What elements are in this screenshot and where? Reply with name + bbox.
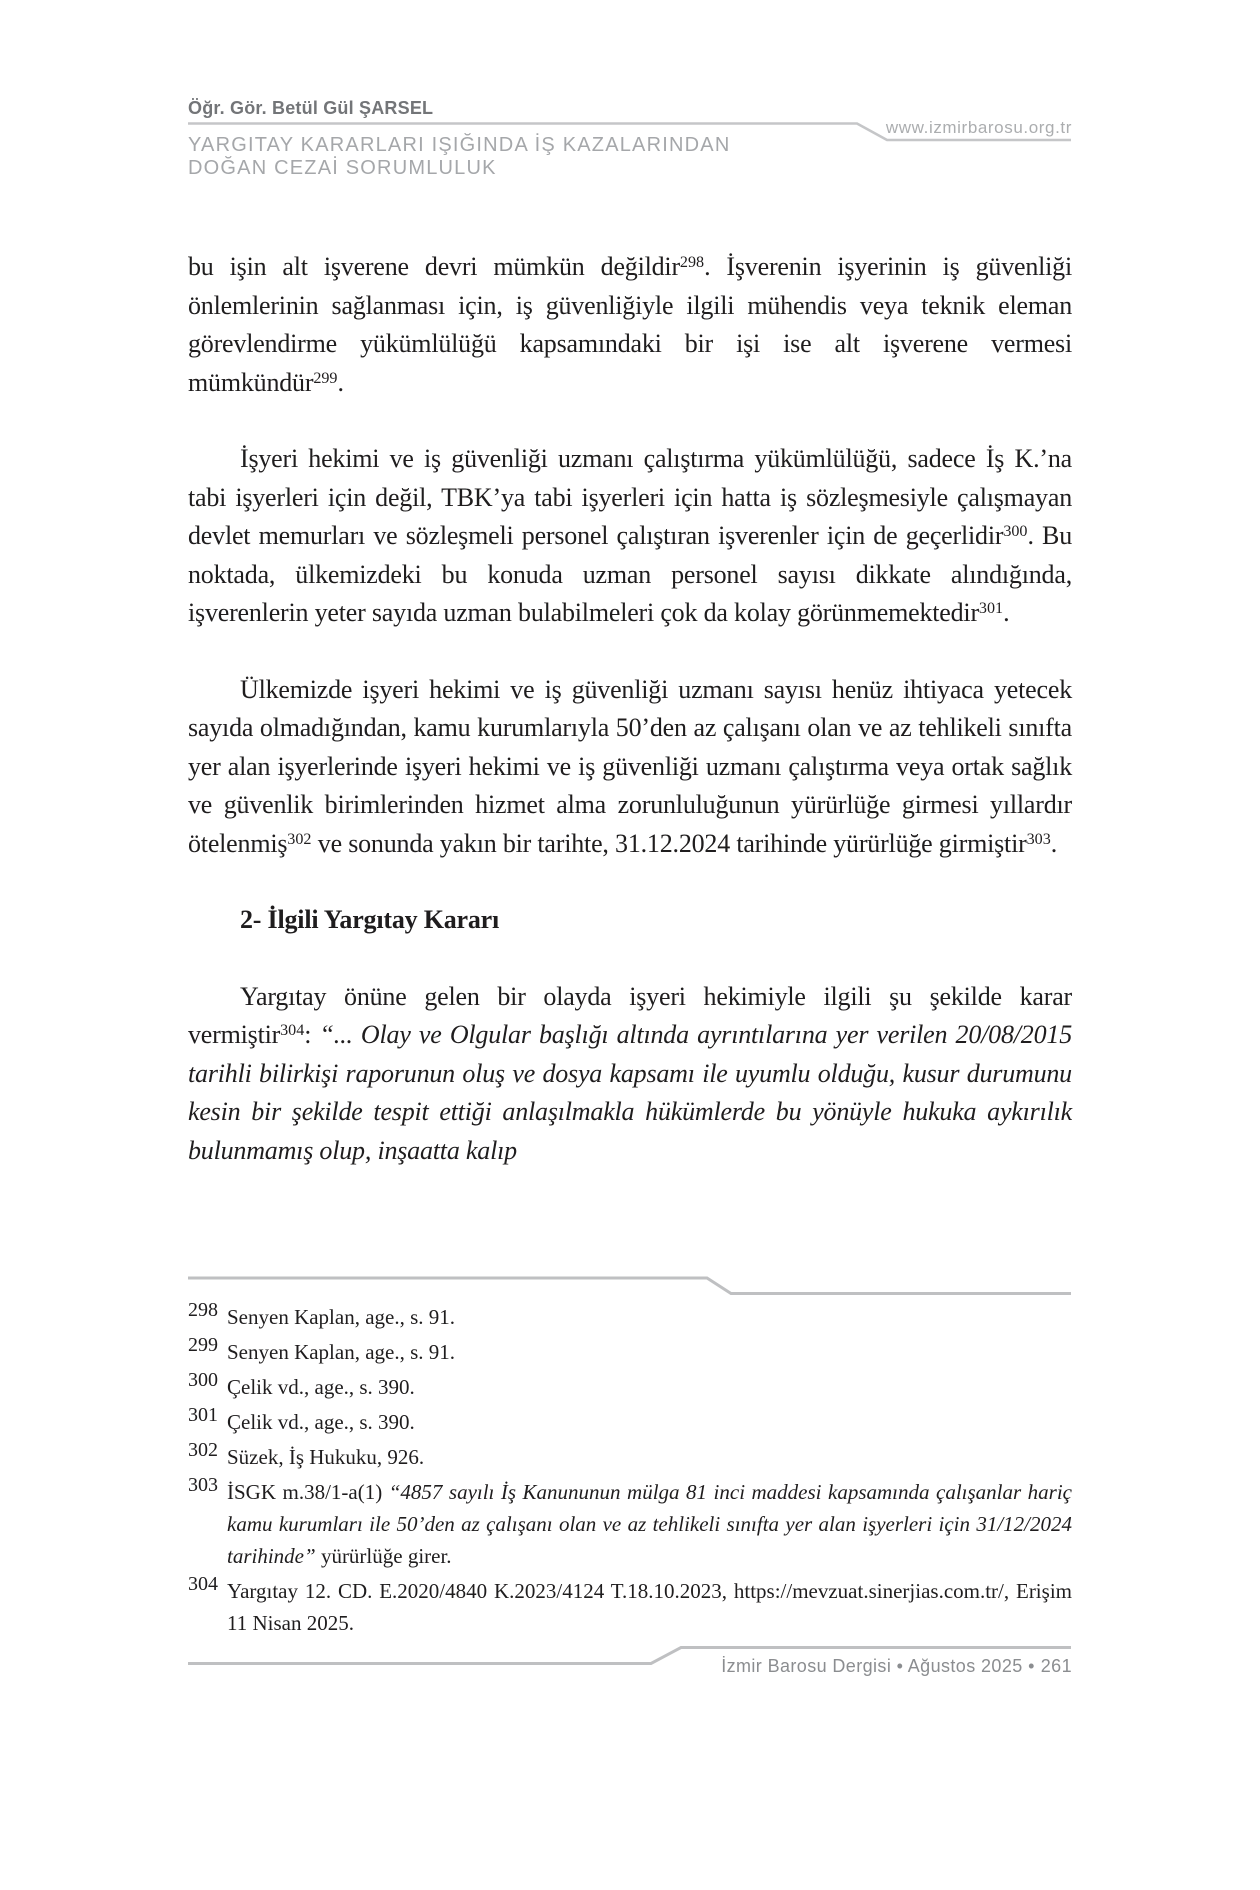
footnote-text (227, 1445, 424, 1469)
footnote-item (188, 1476, 1072, 1572)
footer-issue: Ağustos 2025 (907, 1656, 1023, 1676)
text-segment: Yargıtay önüne gelen bir olayda işyeri hekimiyle ilgili şu şekilde karar vermiştir (188, 981, 1072, 1049)
header-website: www.izmirbarosu.org.tr (885, 118, 1072, 137)
text-segment: “... Olay ve Olgular başlığı altında ayrıntılarına yer verilen 20/08/2015 tarihli bilirkişi raporunun oluş ve dosya kapsamı ile uyumlu olduğu, kusur durumunu kesin bir şekilde tespit ettiği anlaşılmakla hükümlerde bu yönüyle hukuka aykırılık bulunmamış olup, inşaatta kalıp (188, 1020, 1072, 1165)
footnote-number: 304 (188, 1573, 218, 1595)
footnote-item (188, 1441, 1072, 1473)
paragraph-3 (188, 671, 1072, 864)
footnote-item (188, 1301, 1072, 1333)
footnote-number: 301 (188, 1404, 218, 1426)
footnote-text (227, 1410, 415, 1434)
footnote-item (188, 1406, 1072, 1438)
footnote-item (188, 1575, 1072, 1639)
footnote-item (188, 1336, 1072, 1368)
text-segment: . (1003, 598, 1010, 627)
text-segment: Senyen Kaplan, age., s. 91. (227, 1340, 456, 1364)
footnote-text (227, 1305, 455, 1329)
text-segment: Ülkemizde işyeri hekimi ve iş güvenliği uzmanı sayısı henüz ihtiyaca yetecek sayıda olmadığından, kamu kurumlarıyla 50’den az çalışanı olan ve az tehlikeli sınıfta yer alan işyerlerinde işyeri hekimi ve iş güvenliği uzmanı çalıştırma veya ortak sağlık ve güvenlik birimlerinden hizmet alma zorunluluğunun yürürlüğe girmesi yıllardır ötelenmiş (188, 674, 1072, 858)
text-segment: . İşverenin işyerinin iş güvenliği önlemlerinin sağlanması için, iş güvenliğiyle ilgili mühendis veya teknik eleman görevlendirme yükümlülüğü kapsamındaki bir işi ise alt işverene vermesi mümkündür (188, 252, 1073, 397)
paragraph-4 (188, 978, 1072, 1171)
text-segment: Çelik vd., age., s. 390. (227, 1375, 415, 1399)
footnote-text (227, 1375, 415, 1399)
footnote-reference: 303 (1026, 830, 1051, 848)
text-segment: . (1050, 828, 1058, 858)
text-segment: Senyen Kaplan, age., s. 91. (227, 1305, 456, 1329)
body-text (188, 248, 1072, 1208)
footnote-separator-rule (188, 1278, 1071, 1294)
text-segment: “4857 sayılı İş Kanununun mülga 81 inci maddesi kapsamında çalışanlar hariç kamu kurumları ile 50’den az çalışanı olan ve az tehlikeli sınıfta yer alan işyerleri için 31/12/2024 tarihinde” (227, 1480, 1072, 1568)
header-title-line2: DOĞAN CEZAİ SORUMLULUK (188, 156, 497, 179)
footnote-text (227, 1340, 455, 1364)
text-segment: : (304, 1020, 320, 1049)
text-segment: İSGK m.38/1-a(1) (227, 1480, 389, 1504)
section-heading: 2- İlgili Yargıtay Kararı (240, 905, 500, 934)
footnote-reference: 301 (978, 600, 1004, 617)
footnotes-block (188, 1301, 1072, 1642)
footnote-reference: 302 (287, 830, 312, 848)
text-segment: . (337, 367, 344, 397)
text-segment: Çelik vd., age., s. 390. (227, 1410, 415, 1434)
footer-bullet-2: • (1028, 1656, 1035, 1676)
text-segment: yürürlüğe girer. (315, 1544, 452, 1568)
footnote-reference: 300 (1003, 523, 1028, 540)
footnote-item (188, 1371, 1072, 1403)
paragraph-2 (188, 440, 1072, 633)
footnote-reference: 304 (280, 1022, 305, 1039)
text-segment: ve sonunda yakın bir tarihte, 31.12.2024 tarihinde yürürlüğe girmiştir (311, 828, 1027, 858)
footnote-reference: 298 (679, 254, 705, 271)
footnote-number: 299 (188, 1334, 218, 1356)
header-author: Öğr. Gör. Betül Gül ŞARSEL (188, 98, 434, 118)
text-segment: Süzek, İş Hukuku, 926. (227, 1445, 425, 1469)
footnote-text (227, 1579, 1072, 1635)
footnote-text (227, 1480, 1072, 1568)
text-segment: İşyeri hekimi ve iş güvenliği uzmanı çalıştırma yükümlülüğü, sadece İş K.’na tabi işyerleri için değil, TBK’ya tabi işyerleri için hatta iş sözleşmesiyle çalışmayan devlet memurları ve sözleşmeli personel çalıştıran işverenler için de geçerlidir (188, 444, 1072, 550)
footnote-reference: 299 (313, 369, 338, 387)
text-segment: bu işin alt işverene devri mümkün değildir (188, 252, 680, 281)
footer-page-number: 261 (1040, 1656, 1072, 1676)
footnote-number: 298 (188, 1299, 218, 1321)
footer (721, 1656, 1072, 1677)
footnote-number: 303 (188, 1474, 218, 1496)
text-segment: . Bu noktada, ülkemizdeki bu konuda uzman personel sayısı dikkate alındığında, işverenlerin yeter sayıda uzman bulabilmeleri çok da kolay görünmemektedir (188, 521, 1072, 627)
footer-bullet-1: • (896, 1656, 904, 1676)
footnote-number: 302 (188, 1439, 218, 1461)
header-title-line1: YARGITAY KARARLARI IŞIĞINDA İŞ KAZALARINDAN (188, 134, 731, 156)
header-article-title (188, 134, 730, 179)
text-segment: Yargıtay 12. CD. E.2020/4840 K.2023/4124 T.18.10.2023, https://mevzuat.sinerjias.com.tr/, Erişim 11 Nisan 2025. (227, 1579, 1072, 1635)
paragraph-1 (188, 248, 1072, 402)
footnote-number: 300 (188, 1369, 218, 1391)
footer-journal: İzmir Barosu Dergisi (721, 1656, 892, 1676)
